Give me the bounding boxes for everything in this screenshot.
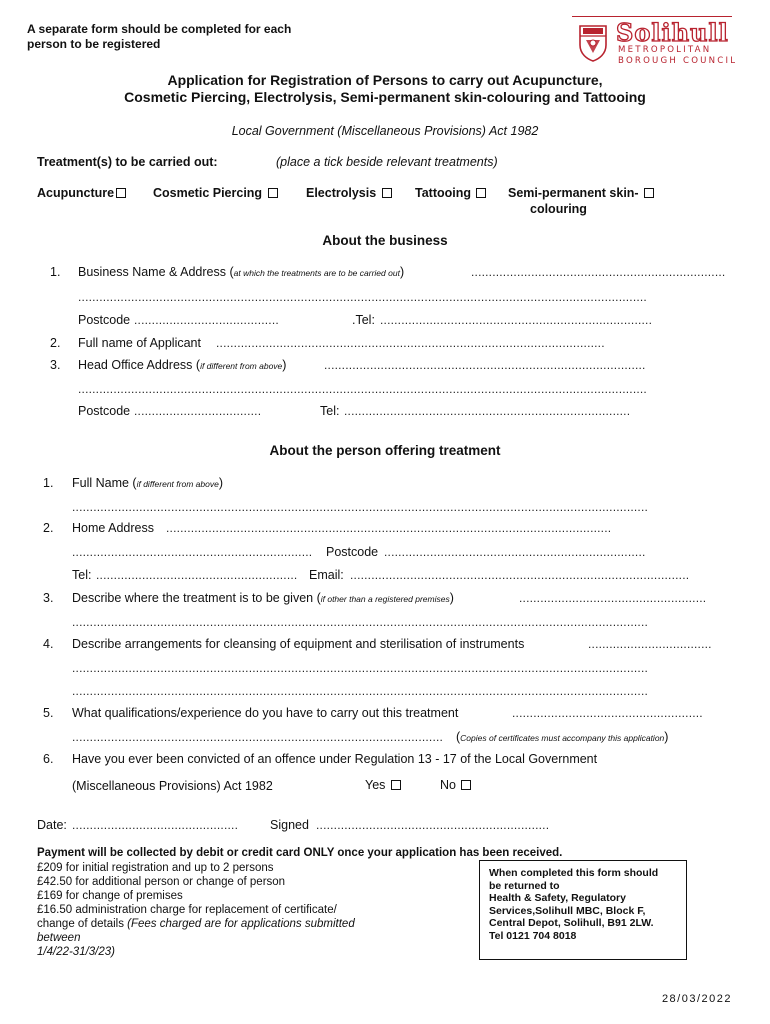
- business-q3-label: Head Office Address (: [78, 358, 201, 372]
- return-line-3: Health & Safety, Regulatory: [489, 892, 626, 905]
- business-q1-close: ): [399, 265, 405, 279]
- treatment-cosmetic-piercing[interactable]: [153, 186, 278, 200]
- home-address-field[interactable]: ..............................................................................................................................: [166, 521, 612, 535]
- form-title-line1: Application for Registration of Persons to carry out Acupuncture,: [167, 72, 603, 88]
- business-q1-number: 1.: [50, 265, 61, 279]
- conviction-no-option[interactable]: [440, 778, 471, 792]
- treatment-tattooing[interactable]: [415, 186, 486, 200]
- applicant-name-label: Full name of Applicant: [78, 336, 201, 350]
- logo-name: Solihull: [616, 18, 729, 47]
- tattooing-checkbox[interactable]: [476, 188, 486, 198]
- fee-line-1: £209 for initial registration and up to 2 persons: [37, 862, 274, 874]
- electrolysis-checkbox[interactable]: [382, 188, 392, 198]
- fee-line-5a: change of details: [37, 918, 124, 930]
- yes-label: Yes: [365, 778, 386, 792]
- treatment-acupuncture-label: Acupuncture: [37, 186, 115, 200]
- fee-line-5b: (Fees charged are for applications submitted: [127, 918, 355, 930]
- logo-rule: [572, 16, 732, 17]
- business-tel-label: .Tel:: [352, 313, 375, 327]
- business-q3-number: 3.: [50, 358, 61, 372]
- signed-label: Signed: [270, 818, 309, 832]
- business-name-field[interactable]: ........................................................................: [471, 265, 726, 279]
- treatment-tattooing-label: Tattooing: [415, 186, 471, 200]
- cleansing-line2-field[interactable]: ...................................................................................................................................................................: [72, 661, 649, 675]
- return-line-1: When completed this form should: [489, 867, 659, 879]
- head-office-field[interactable]: ...........................................................................................: [324, 358, 646, 372]
- section-about-person: About the person offering treatment: [269, 443, 501, 458]
- section-about-business: About the business: [322, 233, 448, 248]
- cosmetic-piercing-checkbox[interactable]: [268, 188, 278, 198]
- cleansing-arrangements-label: Describe arrangements for cleansing of equipment and sterilisation of instruments: [72, 637, 525, 651]
- fee-line-2: £42.50 for additional person or change of person: [37, 876, 286, 888]
- business-address-field[interactable]: .................................................................................................................................................................: [78, 290, 647, 304]
- person-postcode-field[interactable]: ..........................................................................: [384, 545, 646, 559]
- separate-form-note: A separate form should be completed for each person to be registered: [27, 22, 292, 51]
- person-tel-label: Tel:: [72, 568, 92, 582]
- person-q3-number: 3.: [43, 591, 54, 605]
- conviction-question-line1: Have you ever been convicted of an offence under Regulation 13 - 17 of the Local Government: [72, 752, 598, 766]
- return-line-2: be returned to: [489, 879, 560, 892]
- head-office-tel-field[interactable]: .................................................................................: [344, 404, 631, 418]
- semi-permanent-checkbox[interactable]: [644, 188, 654, 198]
- fee-line-3: £169 for change of premises: [37, 890, 183, 902]
- treatment-location-line2-field[interactable]: ...................................................................................................................................................................: [72, 615, 649, 629]
- footer-date: 28/03/2022: [661, 993, 732, 1005]
- certificates-note-open: (: [456, 730, 461, 744]
- return-line-4: Services,Solihull MBC, Block F,: [489, 904, 646, 917]
- business-postcode-field[interactable]: .........................................: [134, 313, 279, 327]
- return-address-box: [479, 860, 687, 960]
- qualifications-line2-field[interactable]: .........................................................................................................: [72, 730, 444, 744]
- head-office-tel-label: Tel:: [320, 404, 340, 418]
- council-logo: [572, 16, 738, 68]
- treatment-location-field[interactable]: .....................................................: [519, 591, 707, 605]
- no-label: No: [440, 778, 456, 792]
- certificates-note-close: ): [664, 730, 669, 744]
- applicant-name-field[interactable]: ..............................................................................................................: [216, 336, 605, 350]
- person-q1-hint: if different from above: [136, 479, 219, 489]
- head-office-address-field[interactable]: .................................................................................................................................................................: [78, 382, 647, 396]
- fee-line-4: £16.50 administration charge for replacement of certificate/: [37, 904, 337, 916]
- certificates-note-text: Copies of certificates must accompany this application: [460, 733, 665, 743]
- payment-heading: Payment will be collected by debit or credit card ONLY once your application has been received.: [37, 847, 563, 859]
- fee-line-7: 1/4/22-31/3/23): [37, 946, 116, 958]
- person-tel-field[interactable]: .........................................................: [96, 568, 298, 582]
- cleansing-arrangements-field[interactable]: ...................................: [588, 637, 712, 651]
- person-q3-hint: if other than a registered premises: [320, 594, 450, 604]
- business-name-address-label: [78, 265, 404, 279]
- act-reference: Local Government (Miscellaneous Provisions) Act 1982: [231, 124, 539, 138]
- date-field[interactable]: ...............................................: [72, 818, 239, 832]
- certificates-note: [456, 730, 668, 744]
- person-q4-number: 4.: [43, 637, 54, 651]
- business-q3-close: ): [282, 358, 287, 372]
- person-q1-close: ): [218, 476, 223, 490]
- treatment-semi-permanent-label: Semi-permanent skin-: [508, 186, 639, 200]
- person-q5-number: 5.: [43, 706, 54, 720]
- no-checkbox[interactable]: [461, 780, 471, 790]
- treatments-label: Treatment(s) to be carried out:: [37, 155, 218, 169]
- yes-checkbox[interactable]: [391, 780, 401, 790]
- business-q3-hint: if different from above: [200, 361, 283, 371]
- logo-line-council: BOROUGH COUNCIL: [618, 56, 738, 66]
- person-q6-number: 6.: [43, 752, 54, 766]
- conviction-question-line2: (Miscellaneous Provisions) Act 1982: [72, 779, 273, 793]
- head-office-postcode-field[interactable]: ....................................: [134, 404, 262, 418]
- treatments-hint: (place a tick beside relevant treatments): [276, 155, 498, 169]
- business-postcode-label: Postcode: [78, 313, 131, 327]
- date-label: Date:: [37, 818, 67, 832]
- person-email-label: Email:: [309, 568, 344, 582]
- head-office-postcode-label: Postcode: [78, 404, 131, 418]
- return-line-6: Tel 0121 704 8018: [489, 929, 577, 942]
- person-postcode-label: Postcode: [326, 545, 379, 559]
- qualifications-field[interactable]: ......................................................: [512, 706, 703, 720]
- person-q3-label: Describe where the treatment is to be given (: [72, 591, 321, 605]
- treatment-cosmetic-piercing-label: Cosmetic Piercing: [153, 186, 263, 200]
- treatment-electrolysis-label: Electrolysis: [306, 186, 377, 200]
- logo-line-metropolitan: METROPOLITAN: [618, 45, 712, 55]
- person-full-name-label: [72, 476, 223, 490]
- treatment-semi-permanent[interactable]: [508, 186, 654, 200]
- treatment-acupuncture[interactable]: [37, 186, 126, 200]
- fee-line-5: [37, 918, 355, 932]
- business-tel-field[interactable]: .............................................................................: [380, 313, 653, 327]
- form-title-line2: Cosmetic Piercing, Electrolysis, Semi-permanent skin-colouring and Tattooing: [124, 89, 646, 105]
- acupuncture-checkbox[interactable]: [116, 188, 126, 198]
- treatment-electrolysis[interactable]: [306, 186, 392, 200]
- person-q3-close: ): [449, 591, 454, 605]
- treatment-location-label: [72, 591, 454, 605]
- return-line-5: Central Depot, Solihull, B91 2LW.: [489, 917, 654, 930]
- crest-icon: [578, 23, 608, 63]
- person-q1-number: 1.: [43, 476, 54, 490]
- treatment-semi-permanent-label-2: colouring: [530, 202, 587, 216]
- cleansing-line3-field[interactable]: ...................................................................................................................................................................: [72, 684, 649, 698]
- qualifications-label: What qualifications/experience do you have to carry out this treatment: [72, 706, 459, 720]
- head-office-label: [78, 358, 286, 372]
- home-address-label: Home Address: [72, 521, 154, 535]
- business-q1-label: Business Name & Address (: [78, 265, 234, 279]
- person-full-name-field[interactable]: ...................................................................................................................................................................: [72, 500, 649, 514]
- person-q1-label: Full Name (: [72, 476, 137, 490]
- person-email-field[interactable]: ................................................................................................: [350, 568, 690, 582]
- home-address-line2-field[interactable]: ....................................................................: [72, 545, 313, 559]
- business-q1-hint: at which the treatments are to be carried out: [233, 268, 400, 278]
- conviction-yes-option[interactable]: [365, 778, 401, 792]
- person-q2-number: 2.: [43, 521, 54, 535]
- fee-line-6: between: [37, 932, 81, 944]
- signature-field[interactable]: ..................................................................: [316, 818, 550, 832]
- business-q2-number: 2.: [50, 336, 61, 350]
